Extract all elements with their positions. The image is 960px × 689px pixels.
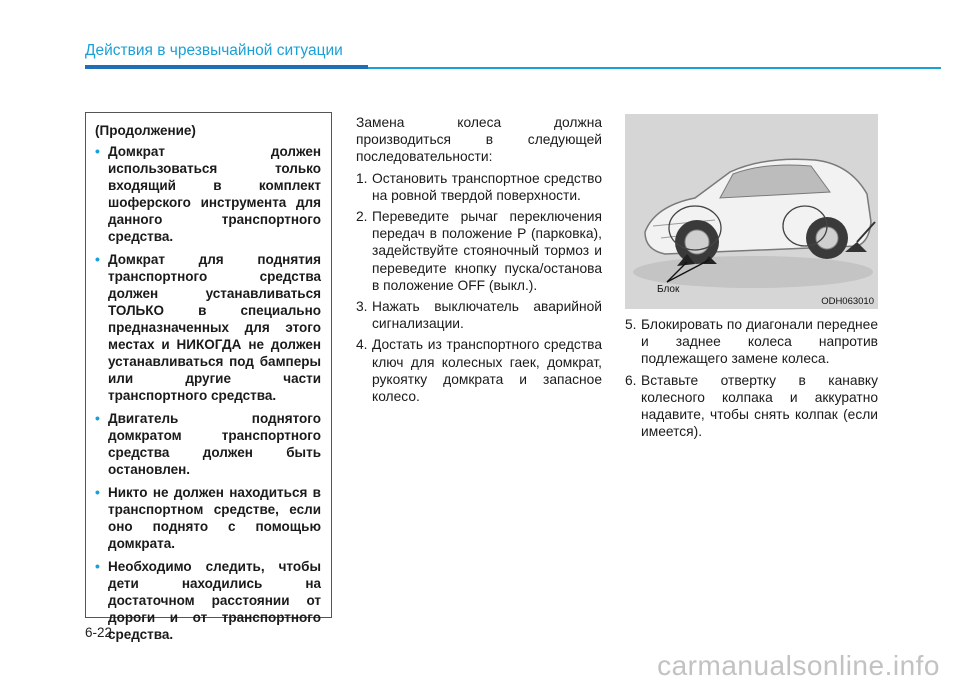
bullet-icon: • [95, 251, 100, 267]
bullet-icon: • [95, 558, 100, 574]
step-text: Остановить транспортное средство на ровной твердой поверхности. [372, 170, 602, 203]
section-title: Действия в чрезвычайной ситуации [85, 42, 343, 59]
step-text: Переведите рычаг переключения передач в положение P (парковка), задействуйте стояночный тормоз и переведите кнопку пуска/останова в положение OFF (выкл.). [372, 209, 602, 293]
watermark: carmanualsonline.info [657, 650, 940, 681]
bullet-icon: • [95, 410, 100, 426]
warning-item [95, 558, 321, 643]
procedure-intro: Замена колеса должна производиться в следующей последовательности: [356, 115, 602, 165]
step-text: Нажать выключатель аварийной сигнализации. [372, 299, 602, 332]
procedure-step [356, 208, 602, 294]
procedure-steps [356, 170, 602, 406]
warning-list [95, 143, 321, 643]
procedure-step [356, 298, 602, 332]
procedure-step [356, 336, 602, 405]
warning-heading: (Продолжение) [95, 123, 196, 138]
procedure-column [356, 114, 602, 409]
header-rule-accent [85, 65, 368, 69]
figure-code: ODH063010 [821, 296, 874, 307]
step-number: 4. [356, 337, 368, 353]
warning-item [95, 410, 321, 478]
warning-item-text: Домкрат для поднятия транспортного средства должен устанавливаться ТОЛЬКО в специально предназначенных для этого местах и НИКОГДА не должен устанавливаться под бамперы или другие части транспортного средства. [108, 252, 321, 403]
figure-label: Блок [657, 284, 680, 295]
car-jack-illustration [625, 114, 878, 309]
bullet-icon: • [95, 484, 100, 500]
step-number: 5. [625, 317, 637, 332]
bullet-icon: • [95, 143, 100, 159]
warning-item-text: Никто не должен находиться в транспортном средстве, если оно поднято с помощью домкрата. [108, 485, 321, 551]
step-text: Достать из транспортного средства ключ для колесных гаек, домкрат, рукоятку домкрата и запасное колесо. [372, 337, 602, 405]
step-number: 3. [356, 299, 368, 315]
warning-item [95, 484, 321, 552]
warning-item-text: Необходимо следить, чтобы дети находились на достаточном расстоянии от дороги и от транспортного средства. [108, 559, 321, 642]
procedure-steps-right [625, 316, 878, 440]
car-illustration-icon [625, 114, 878, 309]
warning-item [95, 251, 321, 404]
warning-item-text: Двигатель поднятого домкратом транспортного средства должен быть остановлен. [108, 411, 321, 477]
procedure-step [356, 170, 602, 204]
warning-item-text: Домкрат должен использоваться только входящий в комплект шоферского инструмента для данного транспортного средства. [108, 144, 321, 244]
step-number: 2. [356, 209, 368, 225]
warning-item [95, 143, 321, 245]
procedure-column-right [625, 316, 878, 444]
step-number: 1. [356, 170, 368, 186]
page-number: 6-22 [85, 625, 113, 640]
procedure-step [625, 316, 878, 368]
step-number: 6. [625, 372, 637, 388]
step-text: Вставьте отвертку в канавку колесного колпака и аккуратно надавите, чтобы снять колпак (если имеется). [641, 372, 878, 440]
header-rule [85, 67, 941, 69]
step-text: Блокировать по диагонали переднее и заднее колеса напротив подлежащего замене колеса. [641, 317, 878, 367]
procedure-step [625, 372, 878, 441]
